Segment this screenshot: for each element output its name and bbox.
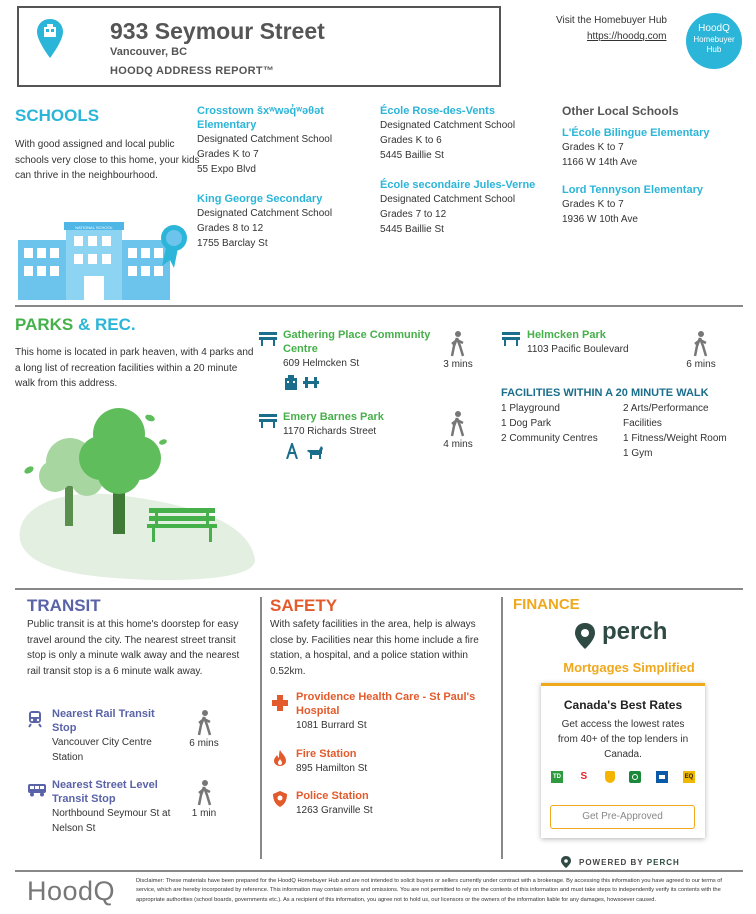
- school-address: 1755 Barclay St: [197, 238, 268, 249]
- divider: [15, 870, 743, 872]
- facility-item: 1 Gym: [623, 448, 653, 459]
- powered-by-brand: PERCH: [646, 858, 680, 867]
- location-pin-icon: [35, 18, 65, 60]
- lender-logo-scotia: [578, 771, 590, 783]
- transit-stop-address: Vancouver City Centre Station: [52, 737, 152, 763]
- report-label: HOODQ ADDRESS REPORT™: [110, 65, 275, 77]
- safety-description: With safety facilities in the area, help is always close by. Facilities near this home include a fire station, a hospital, and a police station within 0.52km.: [270, 619, 479, 677]
- bus-icon: [27, 783, 47, 797]
- park-address: 1103 Pacific Boulevard: [527, 344, 629, 355]
- train-icon: [27, 710, 43, 728]
- walk-time: 3 mins: [443, 359, 473, 370]
- safety-facility-address: 895 Hamilton St: [296, 763, 368, 774]
- facility-item: 1 Fitness/Weight Room: [623, 433, 727, 444]
- bench-icon: [501, 330, 521, 346]
- rates-card-title: Canada's Best Rates: [563, 698, 683, 712]
- transit-stop-name[interactable]: Nearest Rail Transit Stop: [52, 708, 155, 734]
- school-address: 1166 W 14th Ave: [562, 157, 638, 168]
- community-centre-icon: [283, 374, 299, 390]
- safety-facility-address: 1081 Burrard St: [296, 720, 367, 731]
- lender-logo-rbc: [605, 771, 615, 783]
- school-grades: Grades K to 6: [380, 135, 442, 146]
- school-grades: Grades 7 to 12: [380, 209, 447, 220]
- walking-person-icon: [692, 331, 710, 357]
- rail-transit-stop: [52, 707, 182, 765]
- school-type: Designated Catchment School: [197, 208, 333, 219]
- school-grades: Grades K to 7: [562, 199, 624, 210]
- safety-facility-name[interactable]: Fire Station: [296, 748, 357, 760]
- school-address: 1936 W 10th Ave: [562, 214, 638, 225]
- parks-description: This home is located in park heaven, with 4 parks and a long list of recreation facilities within a 20 minute walk from this address.: [15, 347, 254, 389]
- school-address: 55 Expo Blvd: [197, 164, 256, 175]
- footer-disclaimer: Disclaimer: These materials have been prepared for the HoodQ Homebuyer Hub and are not intended to solicit buyers or sellers currently under contract with a brokerage. By accessing this information you have agreed to our terms of service, which are hereby incorporated by reference. This information may contain errors and omissions. You are not permitted to rely on the contents of this information and must take steps to independently verify its contents with the appropriate authorities (school boards, governments etc.). As a recipient of this information, you agree not to hold us, our licensors or the owners of the information liable for any damages, howsoever caused.: [136, 878, 723, 903]
- school-sign-text: NATIONAL SCHOOL: [75, 225, 113, 230]
- lender-logo-label: S: [580, 771, 588, 782]
- walking-person-icon: [196, 780, 214, 806]
- walking-person-icon: [449, 331, 467, 357]
- gym-icon: [303, 376, 319, 390]
- park-name[interactable]: Helmcken Park: [527, 329, 606, 341]
- transit-description: Public transit is at this home's doorstep for easy travel around the city. The nearest street transit stop is only a minute walk away and the nearest rail transit stop is a 6 minute walk away.: [27, 619, 240, 677]
- playground-icon: [285, 443, 299, 459]
- vertical-divider: [260, 597, 262, 859]
- lender-logo-td: [551, 771, 563, 783]
- parks-title-a: PARKS: [15, 315, 74, 334]
- facility-item: 1 Dog Park: [501, 418, 552, 429]
- school-name[interactable]: Lord Tennyson Elementary: [562, 184, 703, 196]
- safety-hospital: [296, 690, 496, 733]
- school-name[interactable]: King George Secondary: [197, 193, 323, 205]
- safety-police-station: [296, 789, 496, 818]
- school-address: 5445 Baillie St: [380, 150, 444, 161]
- lender-logo-label: TD: [553, 774, 561, 780]
- powered-by: [579, 858, 680, 867]
- facilities-left-list: [501, 401, 619, 446]
- school-name[interactable]: L'École Bilingue Elementary: [562, 127, 710, 139]
- park-emery-barnes: [283, 410, 433, 439]
- perch-brand: perch: [602, 618, 668, 645]
- schools-description: With good assigned and local public schools very close to this home, your kids can thrive in the neighbourhood.: [15, 139, 200, 181]
- walk-time: 6 mins: [686, 359, 716, 370]
- school-type: Designated Catchment School: [197, 134, 333, 145]
- finance-title: FINANCE: [513, 596, 580, 613]
- visit-hub-text: Visit the Homebuyer Hub: [556, 15, 667, 26]
- perch-pin-icon: [573, 622, 597, 650]
- school-grades: Grades 8 to 12: [197, 223, 264, 234]
- police-shield-icon: [272, 790, 288, 808]
- school-name[interactable]: École secondaire Jules-Verne: [380, 179, 536, 191]
- school-type: Designated Catchment School: [380, 120, 516, 131]
- address-city: Vancouver, BC: [110, 46, 188, 58]
- facilities-right-list: [623, 401, 747, 461]
- hub-link[interactable]: https://hoodq.com: [587, 31, 667, 42]
- safety-fire-station: [296, 747, 496, 776]
- flame-icon: [273, 749, 287, 767]
- transit-stop-address: Northbound Seymour St at Nelson St: [52, 808, 171, 834]
- other-schools-title: Other Local Schools: [562, 104, 679, 118]
- divider: [15, 305, 743, 307]
- hoodq-footer-logo: HoodQ: [27, 876, 116, 906]
- lender-logos: [551, 771, 695, 783]
- lender-logo-bmo: [656, 771, 668, 783]
- bench-icon: [258, 412, 278, 428]
- school-address: 5445 Baillie St: [380, 224, 444, 235]
- rates-card-text: Get access the lowest rates from 40+ of the top lenders in Canada.: [557, 719, 689, 760]
- facility-item: 2 Arts/Performance Facilities: [623, 403, 709, 429]
- homebuyer-hub-badge[interactable]: [686, 13, 742, 69]
- address-street: 933 Seymour Street: [110, 18, 325, 44]
- powered-by-label: POWERED BY: [579, 858, 644, 867]
- school-jules-verne: [380, 178, 555, 237]
- school-king-george: [197, 192, 377, 251]
- park-address: 609 Helmcken St: [283, 358, 360, 369]
- transit-title: TRANSIT: [27, 596, 101, 615]
- park-gathering-place: [283, 328, 433, 371]
- divider: [15, 588, 743, 590]
- perch-pin-small-icon: [561, 856, 571, 868]
- perch-tagline: Mortgages Simplified: [563, 660, 695, 675]
- safety-title: SAFETY: [270, 596, 338, 615]
- safety-facility-address: 1263 Granville St: [296, 805, 373, 816]
- bench-icon: [258, 330, 278, 346]
- badge-line-3: Hub: [706, 45, 722, 54]
- park-name[interactable]: Gathering Place Community Centre: [283, 329, 431, 355]
- street-transit-stop: [52, 778, 182, 836]
- facility-item: 1 Playground: [501, 403, 560, 414]
- school-name[interactable]: École Rose-des-Vents: [380, 105, 495, 117]
- park-helmcken: [527, 328, 677, 357]
- park-illustration: [15, 400, 260, 585]
- address-header-box: [17, 6, 501, 87]
- walk-time: 6 mins: [189, 738, 219, 749]
- school-lecole-bilingue: [562, 126, 747, 170]
- hospital-cross-icon: [271, 694, 289, 712]
- parks-title: [15, 315, 136, 335]
- lender-logo-desjardins: [629, 771, 641, 783]
- walking-person-icon: [196, 710, 214, 736]
- badge-line-1: HoodQ: [698, 23, 730, 34]
- walk-time: 4 mins: [443, 439, 473, 450]
- school-grades: Grades K to 7: [562, 142, 624, 153]
- parks-title-b: & REC.: [77, 315, 136, 334]
- walking-person-icon: [449, 411, 467, 437]
- park-address: 1170 Richards Street: [283, 426, 377, 437]
- school-crosstown: [197, 104, 377, 177]
- school-building-illustration: [18, 218, 192, 300]
- transit-stop-name[interactable]: Nearest Street Level Transit Stop: [52, 779, 158, 805]
- facilities-title: FACILITIES WITHIN A 20 MINUTE WALK: [501, 387, 709, 399]
- get-pre-approved-button[interactable]: Get Pre-Approved: [550, 805, 695, 829]
- lender-logo-label: EQ: [684, 774, 694, 780]
- schools-title: SCHOOLS: [15, 106, 100, 125]
- badge-line-2: Homebuyer: [693, 35, 735, 44]
- safety-facility-name[interactable]: Police Station: [296, 790, 369, 802]
- school-grades: Grades K to 7: [197, 149, 259, 160]
- safety-facility-name[interactable]: Providence Health Care - St Paul's Hospital: [296, 691, 476, 717]
- dog-icon: [305, 445, 325, 459]
- school-lord-tennyson: [562, 183, 747, 227]
- facility-item: 2 Community Centres: [501, 433, 598, 444]
- rates-card: [541, 683, 705, 838]
- vertical-divider: [501, 597, 503, 859]
- school-type: Designated Catchment School: [380, 194, 516, 205]
- school-name[interactable]: Crosstown šxʷwəq̓ʷəθət Elementary: [197, 105, 324, 131]
- park-name[interactable]: Emery Barnes Park: [283, 411, 384, 423]
- lender-logo-eq: [683, 771, 695, 783]
- walk-time: 1 min: [191, 808, 217, 819]
- school-rose-des-vents: [380, 104, 555, 163]
